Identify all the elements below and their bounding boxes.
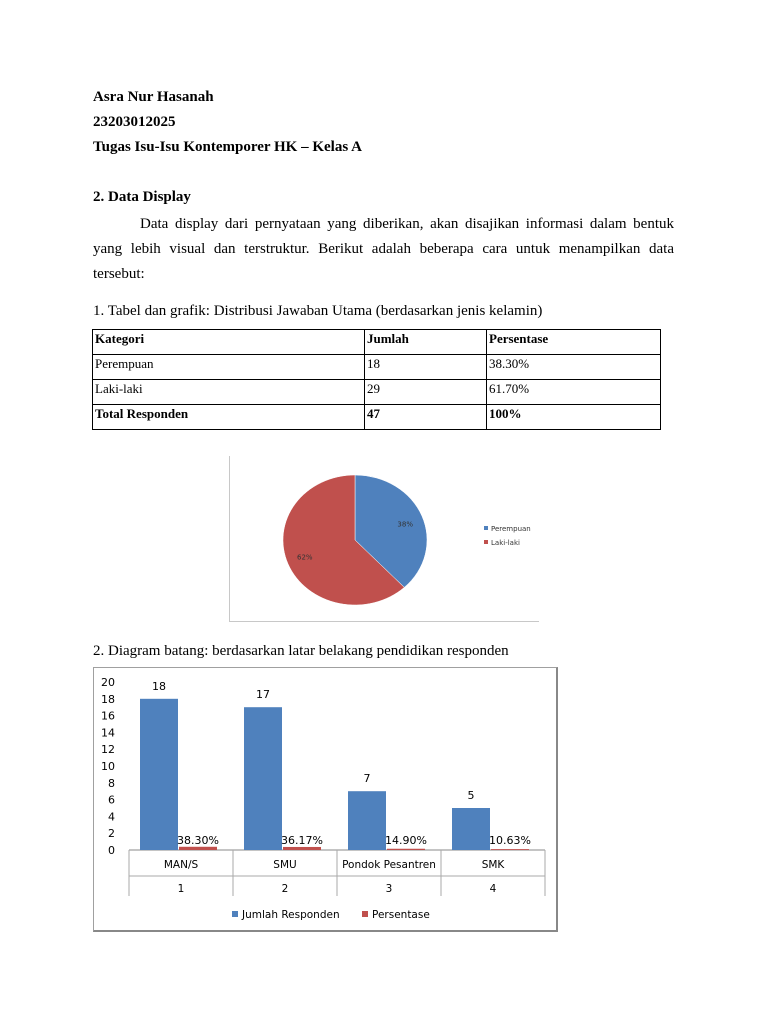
legend-label: Jumlah Responden — [242, 909, 340, 921]
table-cell: 61.70% — [487, 380, 661, 405]
x-category-number: 1 — [177, 883, 185, 895]
table-cell: Total Responden — [93, 405, 365, 430]
x-category-label: SMU — [273, 859, 297, 871]
y-tick-label: 8 — [108, 776, 115, 790]
y-tick-label: 10 — [101, 760, 115, 773]
x-category-number: 3 — [385, 883, 393, 895]
legend-label: Laki-laki — [491, 539, 520, 547]
pie-chart-frame — [229, 456, 539, 622]
y-tick-label: 20 — [101, 676, 115, 689]
legend-label: Perempuan — [491, 525, 531, 533]
bar-persentase — [283, 847, 321, 850]
bar-data-label: 17 — [256, 688, 270, 702]
bar-persentase — [387, 849, 425, 850]
y-tick-label: 4 — [108, 810, 115, 824]
table-cell: 100% — [487, 405, 661, 430]
legend-swatch — [362, 911, 368, 917]
pie-chart — [230, 456, 540, 622]
bar-jumlah-responden — [140, 699, 178, 850]
pie-data-label: 62% — [297, 553, 313, 562]
bar-persentase — [491, 849, 529, 850]
table-header-cell: Jumlah — [365, 330, 487, 355]
course-title: Tugas Isu-Isu Kontemporer HK – Kelas A — [93, 139, 362, 155]
table-row — [93, 355, 661, 380]
table-cell: 29 — [365, 380, 487, 405]
bar-percent-label: 38.30% — [177, 834, 219, 847]
intro-paragraph: Data display dari pernyataan yang diberikan, akan disajikan informasi dalam bentuk yang lebih visual dan terstruktur. Berikut adalah beberapa cara untuk menampilkan data tersebut: — [93, 216, 674, 282]
table-cell: 47 — [365, 405, 487, 430]
legend-swatch — [484, 526, 488, 530]
section-title: 2. Data Display — [93, 189, 191, 205]
table-row — [93, 380, 661, 405]
table-cell: Perempuan — [93, 355, 365, 380]
bar-percent-label: 10.63% — [489, 834, 531, 847]
table-cell: 38.30% — [487, 355, 661, 380]
y-tick-label: 0 — [108, 844, 115, 857]
y-tick-label: 18 — [101, 692, 115, 706]
x-category-number: 2 — [281, 883, 289, 895]
table-header-cell: Persentase — [487, 330, 661, 355]
bar-chart — [94, 668, 556, 930]
y-tick-label: 2 — [108, 827, 115, 841]
y-tick-label: 16 — [101, 709, 115, 723]
y-tick-label: 12 — [101, 743, 115, 757]
table-total-row — [93, 405, 661, 430]
bar-chart-frame — [93, 667, 558, 932]
x-category-label: Pondok Pesantren — [342, 859, 436, 871]
legend-swatch — [484, 540, 488, 544]
bar-jumlah-responden — [348, 791, 386, 850]
student-id: 23203012025 — [93, 114, 176, 130]
y-tick-label: 6 — [108, 793, 115, 807]
x-category-number: 4 — [489, 883, 497, 895]
legend-label: Persentase — [372, 909, 430, 921]
table-cell: Laki-laki — [93, 380, 365, 405]
bar-persentase — [179, 847, 217, 850]
y-tick-label: 14 — [101, 726, 115, 740]
table-header-row — [93, 330, 661, 355]
bar-data-label: 18 — [152, 679, 166, 693]
author-name: Asra Nur Hasanah — [93, 89, 214, 105]
bar-caption: 2. Diagram batang: berdasarkan latar belakang pendidikan responden — [93, 643, 509, 659]
x-category-label: MAN/S — [163, 859, 199, 871]
gender-table — [92, 329, 661, 430]
bar-data-label: 5 — [467, 789, 475, 802]
bar-percent-label: 36.17% — [281, 834, 323, 847]
pie-data-label: 38% — [397, 520, 413, 529]
bar-jumlah-responden — [244, 707, 282, 850]
table-caption: 1. Tabel dan grafik: Distribusi Jawaban Utama (berdasarkan jenis kelamin) — [93, 303, 543, 319]
table-header-cell: Kategori — [93, 330, 365, 355]
table-cell: 18 — [365, 355, 487, 380]
x-category-label: SMK — [481, 859, 505, 871]
bar-percent-label: 14.90% — [385, 834, 427, 847]
bar-data-label: 7 — [363, 772, 371, 786]
legend-swatch — [232, 911, 238, 917]
bar-jumlah-responden — [452, 808, 490, 850]
